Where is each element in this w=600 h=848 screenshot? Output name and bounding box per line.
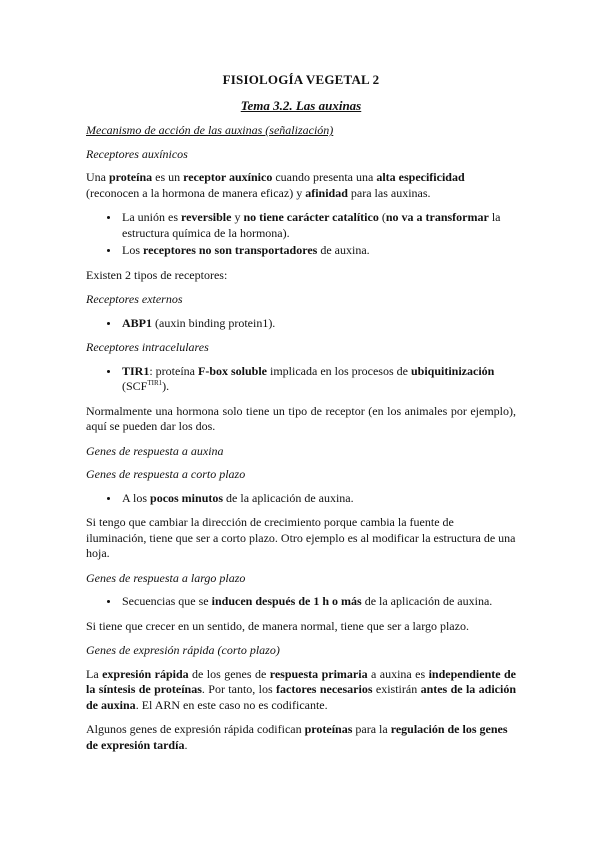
heading-short-term-genes: Genes de respuesta a corto plazo bbox=[86, 467, 246, 481]
paragraph-receptor-note: Normalmente una hormona solo tiene un tipo de receptor (en los animales por ejemplo), aquí se pueden dar los dos. bbox=[86, 403, 516, 433]
list-item: • TIR1: proteína F-box soluble implicada en los procesos de ubiquitinización $(SCF^{TIR1})$. bbox=[120, 364, 516, 395]
document-subtitle: Tema 3.2. Las auxinas bbox=[240, 97, 362, 113]
document-page bbox=[86, 72, 516, 762]
list-item: • A los pocos minutos de la aplicación de auxina. bbox=[120, 491, 516, 507]
paragraph-rapid-expression-proteins: Algunos genes de expresión rápida codifican proteínas para la regulación de los genes de expresión tardía. bbox=[86, 722, 508, 752]
section-heading-mechanism: Mecanismo de acción de las auxinas (señalización) bbox=[86, 123, 334, 137]
paragraph-receptor-types: Existen 2 tipos de receptores: bbox=[86, 267, 228, 282]
heading-rapid-expression-genes: Genes de expresión rápida (corto plazo) bbox=[86, 643, 280, 657]
long-term-list bbox=[86, 594, 516, 610]
short-term-list bbox=[86, 491, 516, 507]
paragraph-short-term-note: Si tengo que cambiar la dirección de crecimiento porque cambia la fuente de iluminación, tiene que ser a corto plazo. Otro ejemplo es al modificar la estructura de una hoja. bbox=[86, 515, 516, 560]
receptor-properties-list bbox=[86, 210, 516, 259]
list-item: • ABP1 (auxin binding protein1). bbox=[120, 316, 516, 332]
heading-external-receptors: Receptores externos bbox=[86, 292, 183, 306]
list-item: • Secuencias que se inducen después de 1 h o más de la aplicación de auxina. bbox=[120, 594, 516, 610]
heading-response-genes: Genes de respuesta a auxina bbox=[86, 443, 224, 458]
list-item: • Los receptores no son transportadores de auxina. bbox=[120, 243, 516, 259]
list-item: • La unión es reversible y no tiene carácter catalítico (no va a transformar la estructura química de la hormona). bbox=[120, 210, 516, 241]
paragraph-receptor-definition: Una proteína es un receptor auxínico cuando presenta una alta especificidad (reconocen a la hormona de manera eficaz) y afinidad para las auxinas. bbox=[86, 170, 465, 200]
paragraph-rapid-expression: La expresión rápida de los genes de respuesta primaria a auxina es independiente de la síntesis de proteínas. Por tanto, los factores necesarios existirán antes de la adición de auxina. El ARN en este caso no es codificante. bbox=[86, 666, 517, 712]
intracellular-receptors-list bbox=[86, 364, 516, 395]
heading-long-term-genes: Genes de respuesta a largo plazo bbox=[86, 570, 246, 585]
heading-auxin-receptors: Receptores auxínicos bbox=[86, 146, 188, 161]
external-receptors-list bbox=[86, 316, 516, 332]
paragraph-long-term-note: Si tiene que crecer en un sentido, de manera normal, tiene que ser a largo plazo. bbox=[86, 618, 469, 633]
document-title: FISIOLOGÍA VEGETAL 2 bbox=[222, 72, 380, 87]
heading-intracellular-receptors: Receptores intracelulares bbox=[86, 340, 209, 354]
